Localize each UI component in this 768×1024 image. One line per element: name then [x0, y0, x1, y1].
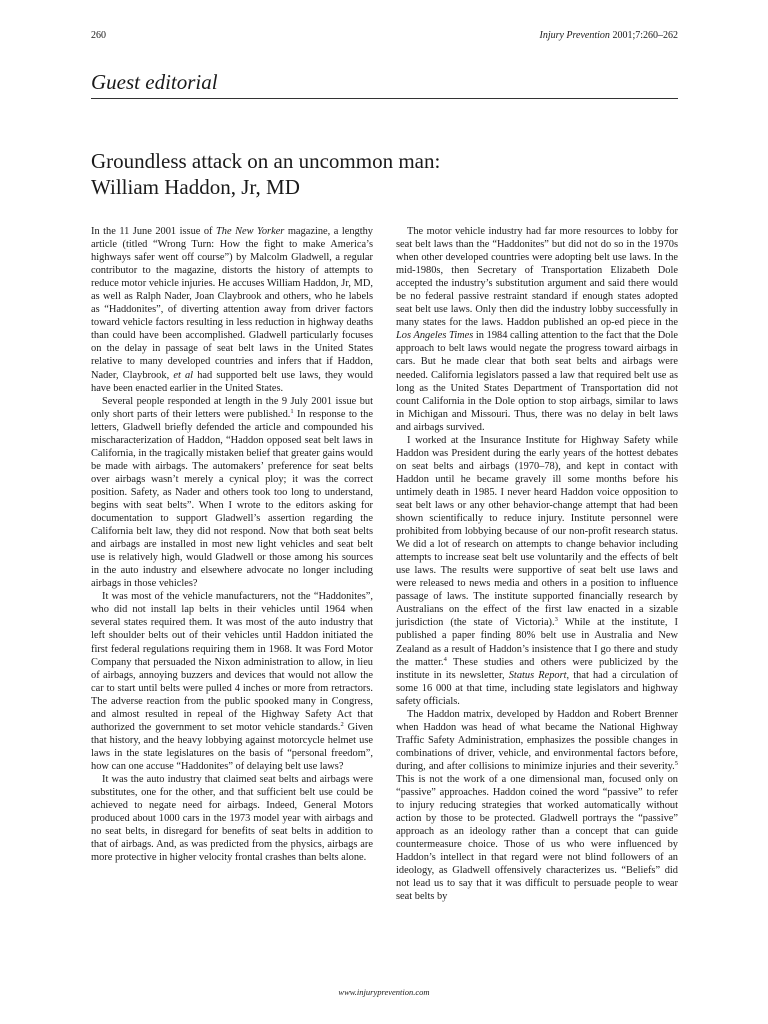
- page-number: 260: [91, 30, 106, 41]
- paragraph: [91, 590, 373, 773]
- text-run: These studies and others were publicized by the institute in its newsletter,: [396, 656, 679, 681]
- journal-name: Injury Prevention: [539, 30, 610, 41]
- citation-details: 2001;7:260–262: [609, 30, 678, 41]
- citation-marker: 4: [443, 655, 447, 663]
- text-run: had supported belt use laws, they would have been enacted earlier in the United States.: [91, 369, 373, 394]
- text-run: magazine, a lengthy article (titled “Wrong Turn: How the fight to make America’s highways safer went off course”) by Malcolm Gladwell, a regular contributor to the magazine, distorts the history of attempts to reduce motor vehicle injuries. He accuses William Haddon, Jr, MD, as well as Ralph Nader, Joan Claybrook and others, who he labels as “Haddonites”, of diverting attention away from driver factors toward vehicle factors resulting in less reduction in highway deaths than could have been accomplished. Gladwell particularly focuses on the delay in passage of seat belt laws in the United States relative to many developed countries and infers that if Haddon, Nader, Claybrook,: [91, 226, 373, 381]
- paragraph: [396, 225, 678, 434]
- text-run: in 1984 calling attention to the fact that the Dole approach to belt laws would negate the progress toward airbags in cars. But he made clear that both seat belts and airbags were needed. California legislators passed a law that required belt use as long as the United States Department of Transportation did not count California in the Dole option to stop airbags, similar to laws in Michigan and Missouri. Thus, there was no delay in belt laws and airbags survived.: [396, 330, 678, 433]
- text-run: In response to the letters, Gladwell briefly defended the article and compounded his mischaracterization of Haddon, “Haddon opposed seat belt laws in California, in the tragically mistaken belief that greater gains would be made with airbags. The automakers’ preference for seat belts over airbags wasn’t merely a cynical ploy; it was the correct position. Safety, as Nader and others took too long to understand, begins with seat belts”. When I wrote to the editors asking for documentation to support Gladwell’s assertion regarding the California belt law, they did not respond. Now that both seat belts and airbags are installed in most new light vehicles and seat belt use is relatively high, would Gladwell or those among his sources in the auto industry and elsewhere advocate no longer including airbags in those vehicles?: [91, 408, 373, 590]
- article-title-line-1: Groundless attack on an uncommon man:: [91, 149, 441, 173]
- running-header: [91, 30, 678, 44]
- italic-text: Los Angeles Times: [396, 330, 474, 342]
- italic-text: et al: [173, 369, 194, 381]
- text-run: I worked at the Insurance Institute for Highway Safety while Haddon was President during the early years of the hottest debates on seat belts and airbags (1970–78), and kept in contact with Haddon until he became gravely ill some months before his untimely death in 1985. I never heard Haddon voice opposition to seat belt laws or any other behavior-change attempt that had been shown scientifically to reduce injury. Institute personnel were prohibited from lobbying because of our non-profit research status. We did a lot of research on attempts to change behavior including attempts to increase seat belt use voluntarily and the effects of belt use laws. The results were supportive of seat belt use laws and were released to news media and others in a position to influence passage of laws. The institute supported financially research by Australians on the effect of the first law enacted in a sizable jurisdiction (the state of Victoria).: [396, 434, 678, 629]
- text-run: It was the auto industry that claimed seat belts and airbags were substitutes, one for the other, and that sufficient belt use could be achieved to negate need for airbags. Indeed, General Motors produced about 1000 cars in the 1973 model year with airbags and no seat belts, in disregard for benefits of seat belts in addition to that of airbags. And, as was predicted from the physics, airbags are more protective in higher velocity frontal crashes than belts alone.: [91, 773, 373, 864]
- paragraph: [396, 708, 678, 904]
- citation-marker: 2: [340, 720, 344, 728]
- citation-marker: 5: [674, 759, 678, 767]
- citation-marker: 1: [290, 407, 294, 415]
- text-run: , that had a circulation of some 16 000 at that time, including state legislators and highway safety officials.: [396, 669, 679, 707]
- paragraph: [91, 225, 373, 395]
- footer-url: www.injuryprevention.com: [338, 987, 430, 997]
- journal-citation: [539, 30, 678, 41]
- italic-text: Status Report: [508, 669, 567, 681]
- text-run: This is not the work of a one dimensional man, focused only on “passive” approaches. Haddon coined the word “passive” to refer to injury reducing strategies that worked automatically without action by those to be protected. Gladwell portrays the “passive” approach as an ideology rather than a concept that can guide countermeasure choice. Those of us who were influenced by Haddon’s intellect in that regard were not blind followers of an ideology, as Gladwell offensively characterizes us. “Beliefs” did not lead us to say that it was difficult to persuade people to wear seat belts by: [396, 773, 678, 903]
- text-run: While at the institute, I published a paper finding 80% belt use in Australia and New Zealand as a result of Haddon’s insistence that I go there and study the matter.: [396, 617, 678, 668]
- article-title-line-2: William Haddon, Jr, MD: [91, 175, 300, 199]
- text-run: The Haddon matrix, developed by Haddon and Robert Brenner when Haddon was head of what became the National Highway Traffic Safety Administration, emphasizes the possible changes in combinations of driver, vehicle, and environmental factors before, during, and after collisions to minimize injuries and their severity.: [396, 708, 678, 772]
- text-run: It was most of the vehicle manufacturers, not the “Haddonites”, who did not install lap belts in their vehicles until 1964 when several states required them. It was most of the auto industry that left shoulder belts out of their vehicles until Haddon initiated the first federal regulations requiring them in 1968. It was Ford Motor Company that persuaded the Nixon administration to allow, in lieu of airbags, annoying buzzers and devices that would not allow the car to start until belts were pulled 4 inches or more from retractors. The adverse reaction from the public spooked many in Congress, and almost resulted in repeal of the Highway Safety Act that authorized the government to set motor vehicle standards.: [91, 591, 373, 733]
- article-title: [91, 148, 651, 200]
- right-column: [396, 225, 678, 903]
- text-run: The motor vehicle industry had far more resources to lobby for seat belt laws than the “Haddonites” but did not do so in the 1970s when other developed countries were adopting belt use laws. In the mid-1980s, then Secretary of Transportation Elizabeth Dole accepted the industry’s substitution argument and said there would be no federal passive restraint standard if enough states adopted seat belt use laws. Only then did the industry lobby successfully in many states for the laws. Haddon published an op-ed piece in the: [396, 226, 678, 329]
- italic-text: The New Yorker: [216, 226, 285, 237]
- text-run: Several people responded at length in the 9 July 2001 issue but only short parts of their letters were published.: [91, 395, 373, 420]
- paragraph: [396, 434, 678, 708]
- section-divider: [91, 98, 678, 99]
- left-column: [91, 225, 373, 864]
- paragraph: [91, 773, 373, 864]
- section-title: Guest editorial: [91, 70, 218, 94]
- paragraph: [91, 395, 373, 591]
- text-run: Given that history, and the heavy lobbying against motorcycle helmet use laws in the state legislatures on the basis of “personal freedom”, how can one accuse “Haddonites” of delaying belt use laws?: [91, 721, 373, 772]
- citation-marker: 3: [554, 616, 558, 624]
- text-run: In the 11 June 2001 issue of: [91, 226, 216, 237]
